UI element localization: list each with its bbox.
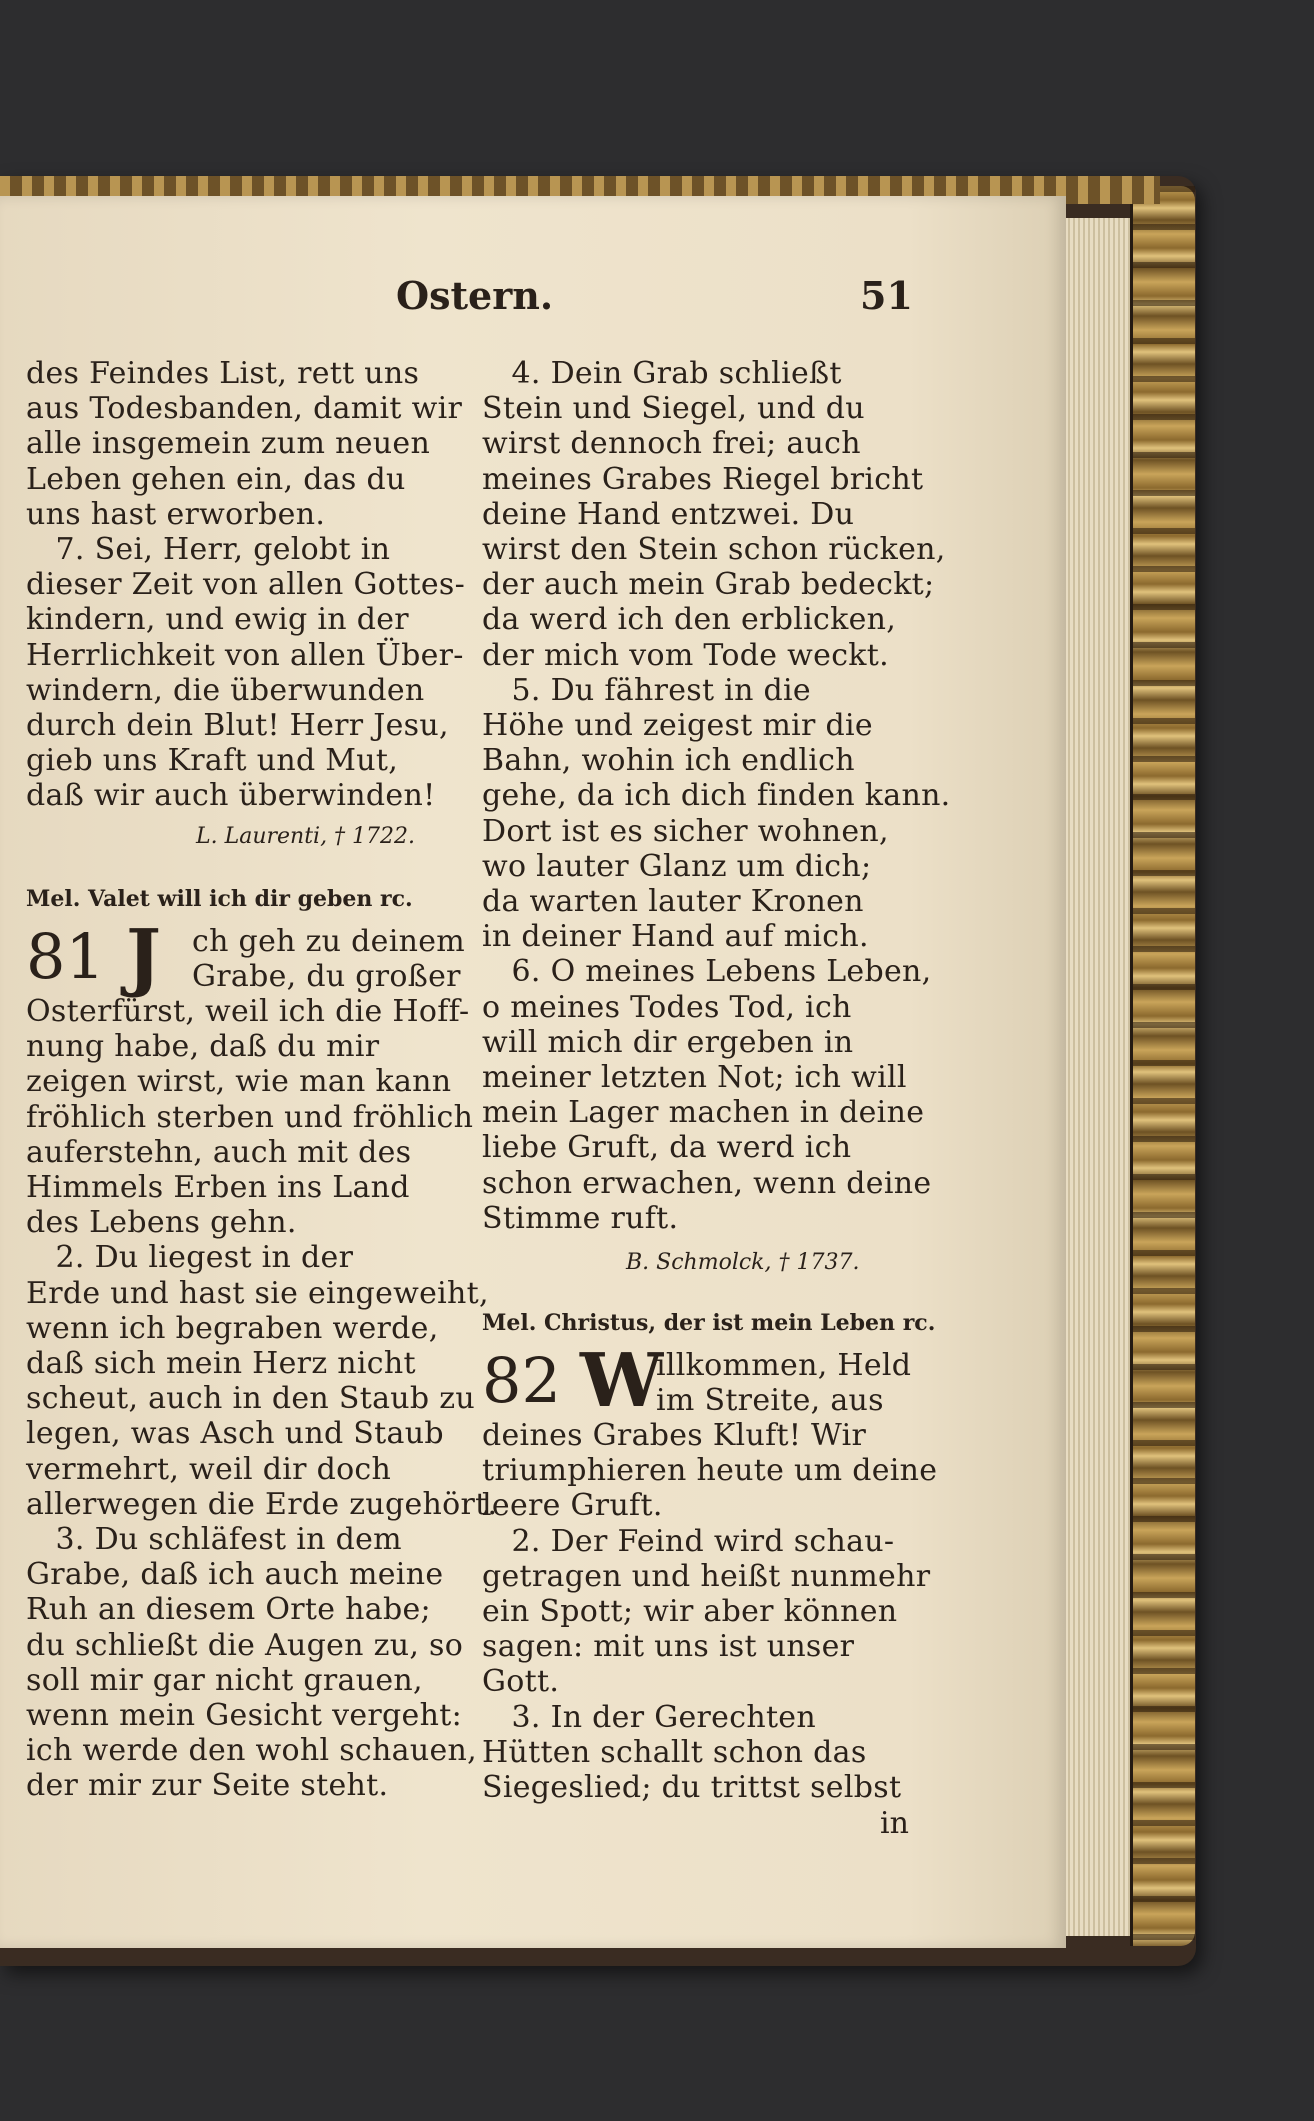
hymn-number: 81: [26, 920, 105, 993]
hymn-body: Osterfürst, weil ich die Hoff- nung habe, daß du mir zeigen wirst, wie man kann fröhlich sterben und fröhlich auferstehn, auch mit des Himmels Erben ins Land des Lebens gehn. 2. Du liegest in der Erde und hast sie eingeweiht, wenn ich begraben werde, daß sich mein Herz nicht scheut, auch in den Staub zu legen, was Asch und Staub vermehrt, weil dir doch allerwegen die Erde zugehört. 3. Du schläfest in dem Grabe, daß ich auch meine Ruh an diesem Orte habe; du schließt die Augen zu, so soll mir gar nicht grauen, wenn mein Gesicht vergeht: ich werde den wohl schauen, der mir zur Seite steht.: [26, 994, 498, 1804]
catchword: in: [880, 1806, 909, 1841]
hymn-number: 82: [482, 1344, 561, 1417]
page-stack: [1060, 218, 1130, 1936]
author-attribution: L. Laurenti, † 1722.: [196, 824, 416, 849]
hymn-first-lines: illkommen, Held im Streite, aus: [656, 1348, 912, 1419]
author-attribution: B. Schmolck, † 1737.: [626, 1250, 860, 1275]
melody-line: Mel. Valet will ich dir geben rc.: [26, 886, 413, 912]
hymn-body: deines Grabes Kluft! Wir triumphieren heute um deine leere Gruft. 2. Der Feind wird schau- getragen und heißt nunmehr ein Spott; wir aber können sagen: mit uns ist unser Gott. 3. In der Gerechten Hütten schallt schon das Siegeslied; du trittst selbst: [482, 1418, 938, 1806]
hymn-first-lines: ch geh zu deinem Grabe, du großer: [192, 924, 466, 995]
page-number: 51: [860, 273, 913, 318]
gilt-page-edge: [1130, 186, 1195, 1946]
drop-cap-initial: W: [580, 1338, 664, 1424]
drop-cap-initial: J: [126, 914, 162, 1000]
right-column-continuation: 4. Dein Grab schließt Stein und Siegel, und du wirst dennoch frei; auch meines Grabes Riegel bricht deine Hand entzwei. Du wirst den Stein schon rücken, der auch mein Grab bedeckt; da werd ich den erblicken, der mich vom Tode weckt. 5. Du fährest in die Höhe und zeigest mir die Bahn, wohin ich endlich gehe, da ich dich finden kann. Dort ist es sicher wohnen, wo lauter Glanz um dich; da warten lauter Kronen in deiner Hand auf mich. 6. O meines Lebens Leben, o meines Todes Tod, ich will mich dir ergeben in meiner letzten Not; ich will mein Lager machen in deine liebe Gruft, da werd ich schon erwachen, wenn deine Stimme ruft.: [482, 356, 951, 1236]
left-column-continuation: des Feindes List, rett uns aus Todesbanden, damit wir alle insgemein zum neuen Leben gehen ein, das du uns hast erworben. 7. Sei, Herr, gelobt in dieser Zeit von allen Gottes- kindern, und ewig in der Herrlichkeit von allen Über- windern, die überwunden durch dein Blut! Herr Jesu, gieb uns Kraft und Mut, daß wir auch überwinden!: [26, 356, 466, 814]
melody-line: Mel. Christus, der ist mein Leben rc.: [482, 1310, 936, 1336]
running-header-title: Ostern.: [396, 273, 554, 318]
